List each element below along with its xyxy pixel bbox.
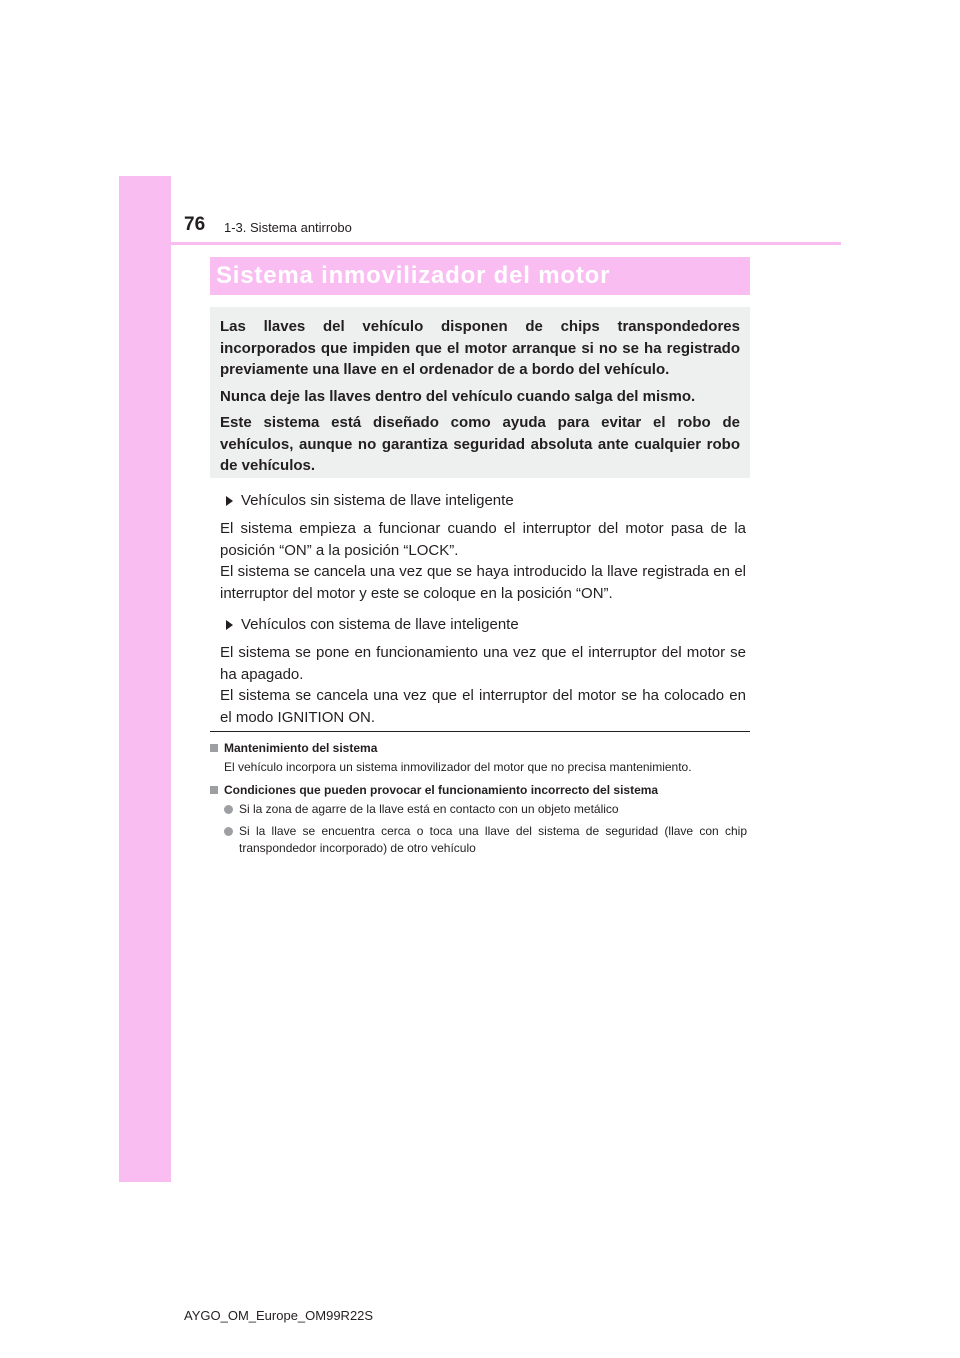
summary-box xyxy=(210,307,750,478)
summary-paragraph: Nunca deje las llaves dentro del vehículo cuando salga del mismo. xyxy=(220,387,696,405)
list-item-text: Si la zona de agarre de la llave está en contacto con un objeto metálico xyxy=(239,802,619,816)
paragraph-line: El sistema se cancela una vez que el interruptor del motor se ha colocado en el modo IGNITION ON. xyxy=(220,687,746,726)
paragraph-line: El sistema se cancela una vez que se haya introducido la llave registrada en el interruptor del motor y este se coloque en la posición “ON”. xyxy=(220,563,746,602)
paragraph-line: El sistema empieza a funcionar cuando el interruptor del motor pasa de la posición “ON” a la posición “LOCK”. xyxy=(220,520,746,559)
circle-bullet-icon xyxy=(224,827,233,836)
list-item xyxy=(210,823,747,857)
note-body: El vehículo incorpora un sistema inmovilizador del motor que no precisa mantenimiento. xyxy=(224,760,692,774)
note-heading-text: Condiciones que pueden provocar el funcionamiento incorrecto del sistema xyxy=(224,783,659,797)
section-label: 1-3. Sistema antirrobo xyxy=(224,220,352,235)
footer-doc-id: AYGO_OM_Europe_OM99R22S xyxy=(184,1308,374,1323)
subheading-with-smart-key xyxy=(220,614,746,636)
note-heading-text: Mantenimiento del sistema xyxy=(224,741,378,755)
note-heading-maintenance xyxy=(210,739,747,757)
page-title: Sistema inmovilizador del motor xyxy=(216,262,611,289)
section-paragraph xyxy=(220,518,746,604)
page-number: 76 xyxy=(184,214,206,235)
list-item xyxy=(210,801,747,818)
notes-section xyxy=(210,739,747,862)
subheading-text: Vehículos sin sistema de llave inteligente xyxy=(241,492,514,509)
subheading-without-smart-key xyxy=(220,490,746,512)
summary-paragraph: Este sistema está diseñado como ayuda para evitar el robo de vehículos, aunque no garantiza seguridad absoluta ante cualquier robo de vehículos. xyxy=(220,414,740,474)
section-paragraph xyxy=(220,642,746,728)
arrow-right-icon xyxy=(226,496,233,506)
title-banner xyxy=(210,257,750,295)
square-bullet-icon xyxy=(210,786,218,794)
notes-divider xyxy=(210,731,750,732)
paragraph-line: El sistema se pone en funcionamiento una vez que el interruptor del motor se ha apagado. xyxy=(220,644,746,683)
subheading-text: Vehículos con sistema de llave inteligente xyxy=(241,616,519,633)
header-rule xyxy=(119,242,841,245)
arrow-right-icon xyxy=(226,620,233,630)
square-bullet-icon xyxy=(210,744,218,752)
main-content xyxy=(220,490,746,738)
circle-bullet-icon xyxy=(224,805,233,814)
list-item-text: Si la llave se encuentra cerca o toca una llave del sistema de seguridad (llave con chip transpondedor incorporado) de otro vehículo xyxy=(239,824,747,855)
summary-paragraph: Las llaves del vehículo disponen de chips transpondedores incorporados que impiden que el motor arranque si no se ha registrado previamente una llave en el ordenador de a bordo del vehículo. xyxy=(220,318,740,378)
chapter-side-strip xyxy=(119,176,171,1182)
note-heading-conditions xyxy=(210,781,747,799)
